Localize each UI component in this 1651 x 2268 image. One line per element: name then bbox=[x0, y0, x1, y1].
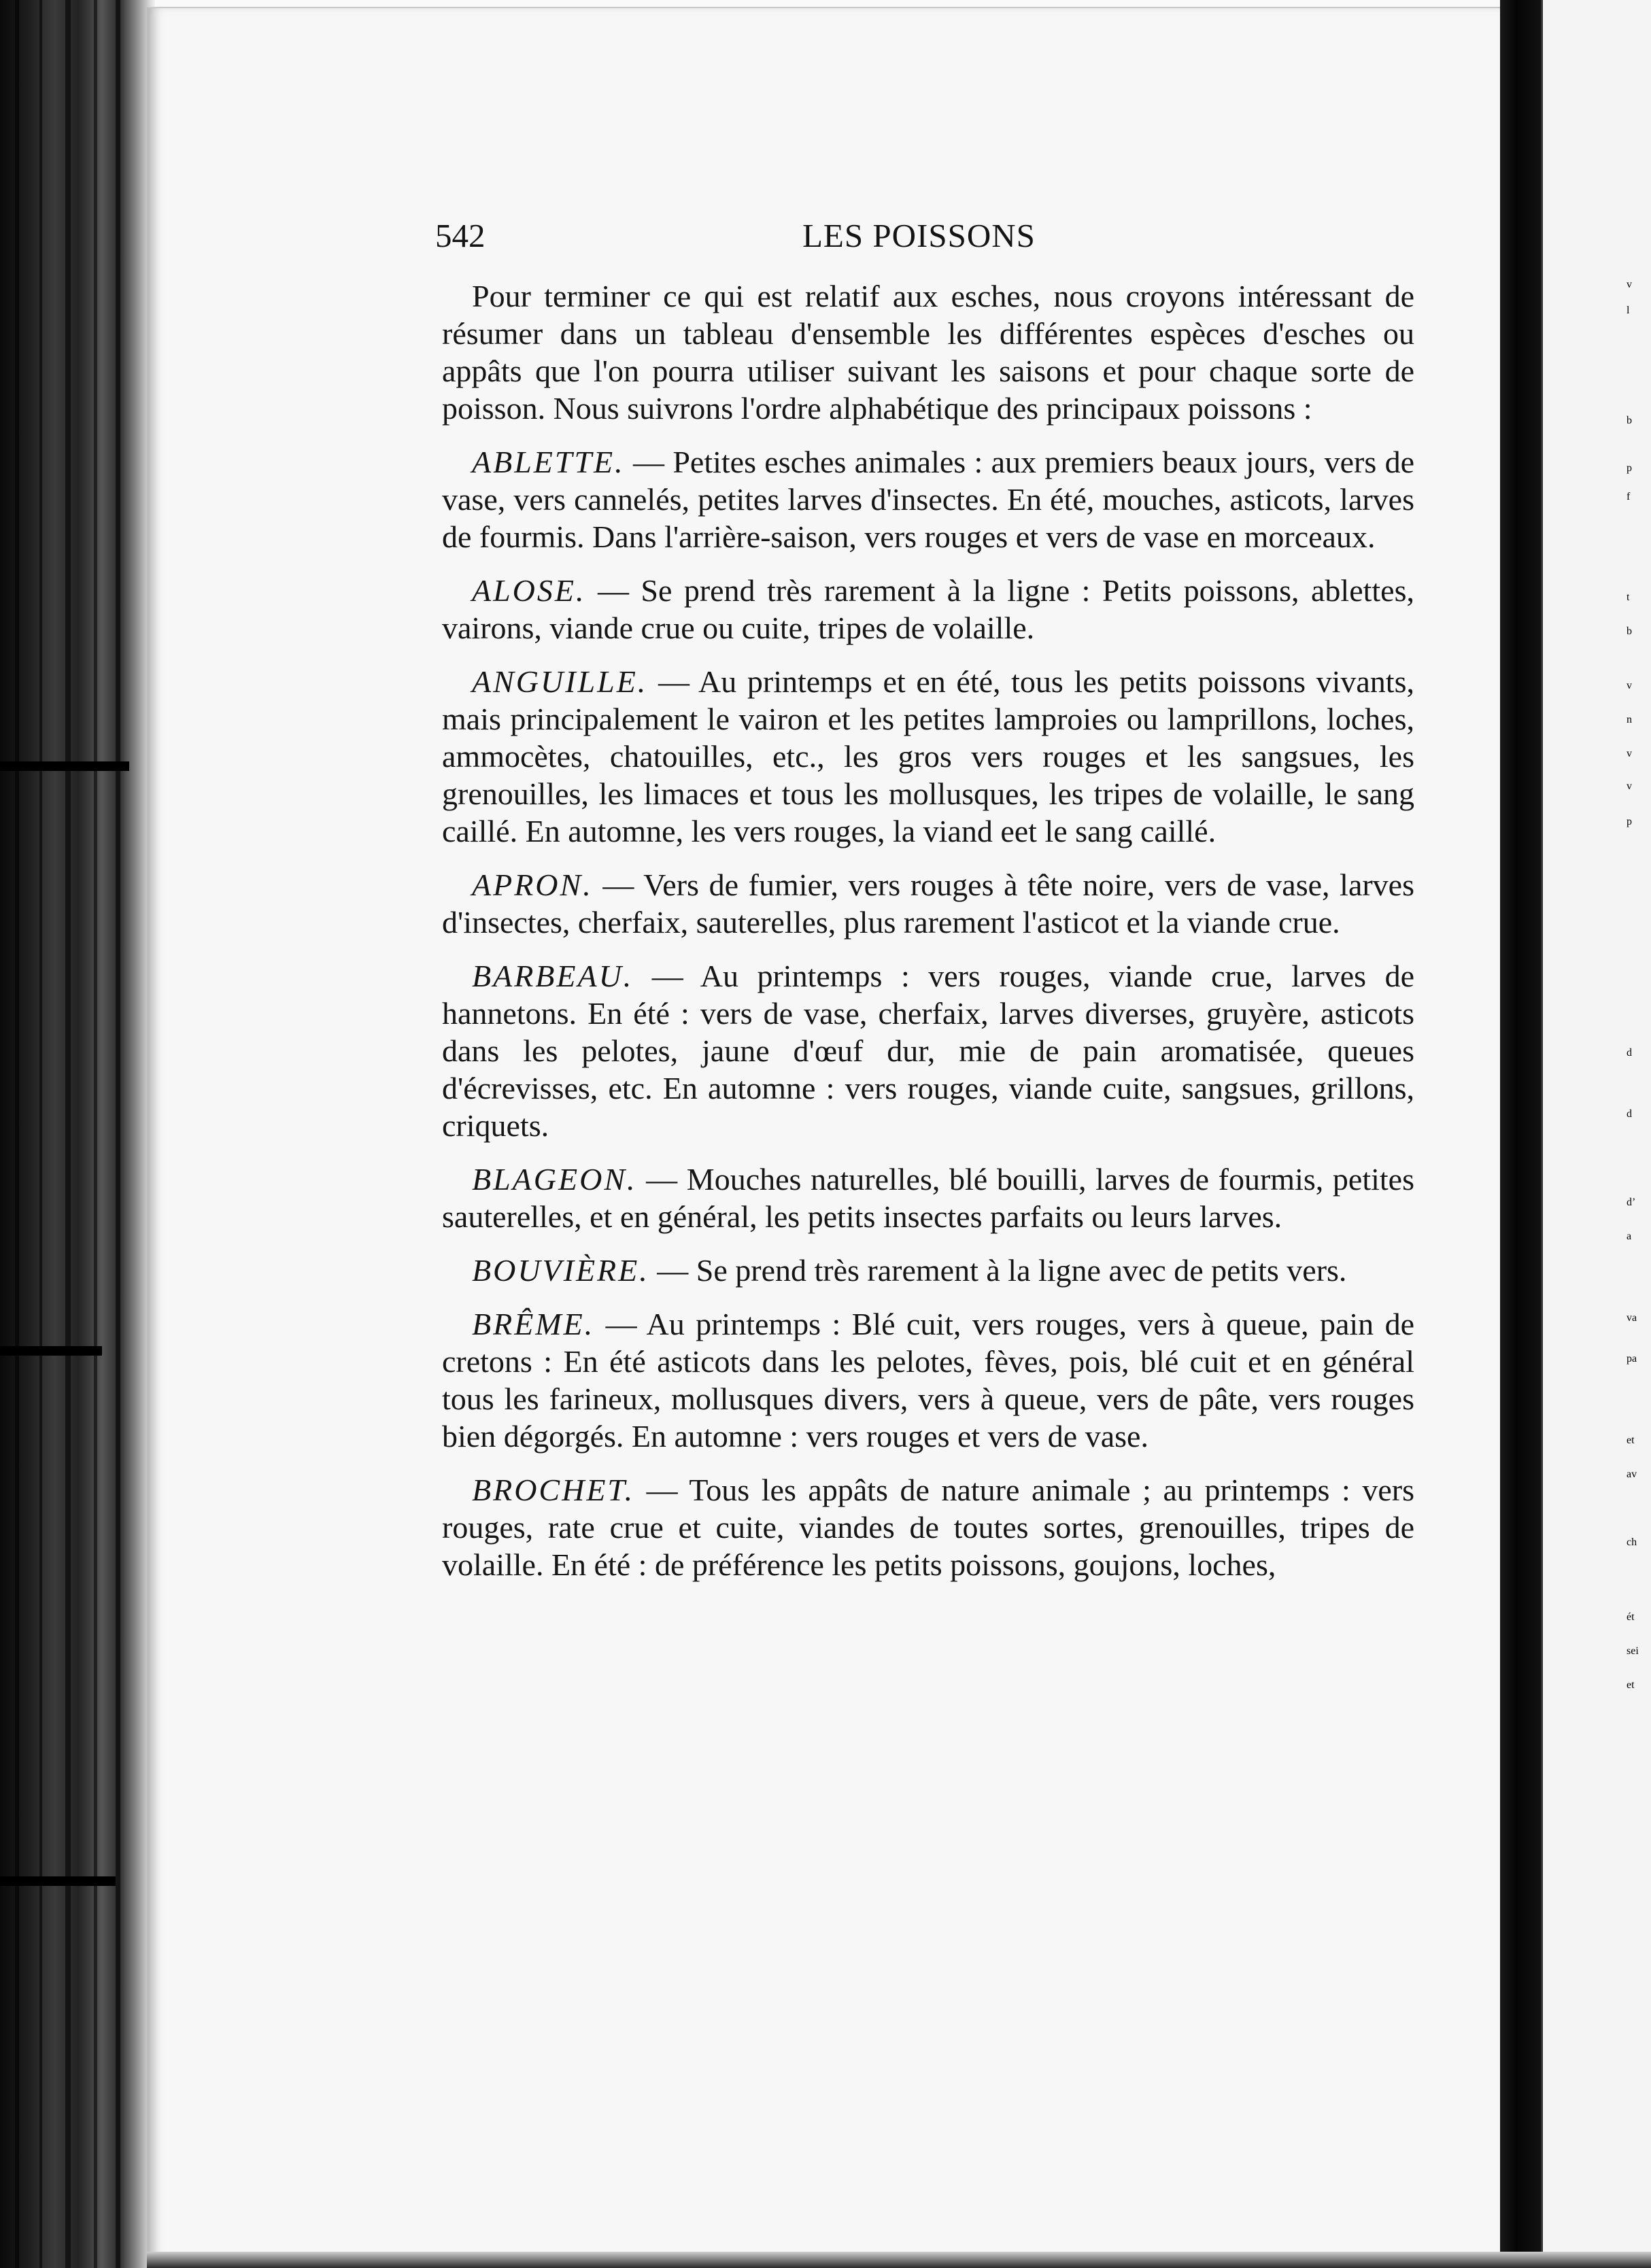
book-binding-edge bbox=[0, 0, 155, 2268]
facing-page-text-fragment: b bbox=[1627, 625, 1632, 637]
fish-bait-description: — Vers de fumier, vers rouges à tête noire, vers de vase, larves d'insectes, cherfaix, sauterelles, plus rarement l'asticot et la viande crue. bbox=[442, 867, 1414, 940]
fish-bait-description: — Au printemps : vers rouges, viande crue, larves de hannetons. En été : vers de vase, cherfaix, larves diverses, gruyère, asticots dans les pelotes, jaune d'œuf dur, mie de pain aromatisée, queues d'écrevisses, etc. En automne : vers rouges, viande cuite, sangsues, grillons, criquets. bbox=[442, 959, 1414, 1143]
fish-name: BLAGEON. bbox=[472, 1162, 637, 1197]
facing-page-text-fragment: et bbox=[1627, 1434, 1635, 1446]
fish-name: ABLETTE. bbox=[472, 445, 625, 479]
fish-entry bbox=[442, 957, 1414, 1144]
facing-page-text-fragment: p bbox=[1627, 462, 1632, 474]
fish-name: ANGUILLE. bbox=[472, 664, 648, 699]
fish-name: APRON. bbox=[472, 867, 593, 902]
facing-page-text-fragment: v bbox=[1627, 780, 1632, 792]
running-header bbox=[435, 216, 1428, 264]
running-title: LES POISSONS bbox=[802, 217, 1036, 254]
fish-bait-description: — Petites esches animales : aux premiers beaux jours, vers de vase, vers cannelés, petites larves d'insectes. En été, mouches, asticots, larves de fourmis. Dans l'arrière-saison, vers rouges et vers de vase en morceaux. bbox=[442, 445, 1414, 554]
facing-page-text-fragment: pa bbox=[1627, 1353, 1637, 1364]
facing-page-text-fragment: d bbox=[1627, 1047, 1632, 1059]
facing-page-text-fragment: n bbox=[1627, 714, 1632, 725]
facing-page-text-fragment: f bbox=[1627, 491, 1631, 502]
fish-name: ALOSE. bbox=[472, 573, 586, 608]
facing-page-text-fragment: p bbox=[1627, 816, 1632, 827]
fish-name: BROCHET. bbox=[472, 1473, 635, 1507]
facing-page-strip bbox=[1541, 0, 1651, 2268]
fish-bait-description: — Se prend très rarement à la ligne : Petits poissons, ablettes, vairons, viande crue ou cuite, tripes de volaille. bbox=[442, 573, 1414, 645]
fish-entry bbox=[442, 1252, 1414, 1289]
fish-entry bbox=[442, 1305, 1414, 1455]
facing-page-text-fragment: v bbox=[1627, 680, 1632, 691]
fish-name: BRÊME. bbox=[472, 1307, 595, 1341]
fish-entry bbox=[442, 1471, 1414, 1583]
facing-page-text-fragment: v bbox=[1627, 748, 1632, 759]
facing-page-text-fragment: t bbox=[1627, 591, 1630, 603]
fish-bait-description: — Au printemps : Blé cuit, vers rouges, vers à queue, pain de cretons : En été asticots dans les pelotes, fèves, pois, blé cuit et en général tous les farineux, mollusques divers, vers à queue, vers de pâte, vers rouges bien dégorgés. En automne : vers rouges et vers de vase. bbox=[442, 1307, 1414, 1454]
page-bottom-edge bbox=[147, 2252, 1651, 2268]
fish-entry bbox=[442, 1161, 1414, 1235]
facing-page-text-fragment: d bbox=[1627, 1108, 1632, 1120]
facing-page-text-fragment: v bbox=[1627, 279, 1632, 290]
fish-entry bbox=[442, 663, 1414, 850]
fish-entry bbox=[442, 443, 1414, 555]
fish-bait-description: — Au printemps et en été, tous les petits poissons vivants, mais principalement le vairon et les petites lamproies ou lamprillons, loches, ammocètes, chatouilles, etc., les gros vers rouges et les sangsues, les grenouilles, les limaces et tous les mollusques, les tripes de volaille, le sang caillé. En automne, les vers rouges, la viand eet le sang caillé. bbox=[442, 664, 1414, 848]
page-number: 542 bbox=[435, 217, 486, 254]
fish-bait-description: — Mouches naturelles, blé bouilli, larves de fourmis, petites sauterelles, et en général, les petits insectes parfaits ou leurs larves. bbox=[442, 1162, 1414, 1234]
facing-page-text-fragment: l bbox=[1627, 305, 1630, 316]
fish-entry bbox=[442, 572, 1414, 647]
facing-page-text-fragment: b bbox=[1627, 415, 1632, 426]
facing-page-text-fragment: av bbox=[1627, 1468, 1637, 1480]
fish-name: BARBEAU. bbox=[472, 959, 634, 993]
facing-page-text-fragment: ch bbox=[1627, 1536, 1637, 1548]
body-text bbox=[442, 277, 1414, 1600]
fish-bait-description: — Tous les appâts de nature animale ; au printemps : vers rouges, rate crue et cuite, viandes de toutes sortes, grenouilles, tripes de volaille. En été : de préférence les petits poissons, goujons, loches, bbox=[442, 1473, 1414, 1582]
intro-paragraph: Pour terminer ce qui est relatif aux esches, nous croyons intéressant de résumer dans un tableau d'ensemble les différentes espèces d'esches ou appâts que l'on pourra utiliser suivant les saisons et pour chaque sorte de poisson. Nous suivrons l'ordre alphabétique des principaux poissons : bbox=[442, 279, 1414, 426]
fish-entries bbox=[442, 443, 1414, 1583]
facing-page-text-fragment: sei bbox=[1627, 1645, 1639, 1657]
gutter-shadow bbox=[1500, 0, 1541, 2268]
fish-name: BOUVIÈRE. bbox=[472, 1253, 649, 1288]
facing-page-text-fragment: ét bbox=[1627, 1611, 1635, 1623]
facing-page-text-fragment: et bbox=[1627, 1679, 1635, 1691]
facing-page-text-fragment: d’ bbox=[1627, 1197, 1636, 1208]
facing-page-text-fragment: a bbox=[1627, 1231, 1632, 1242]
facing-page-text-fragment: va bbox=[1627, 1312, 1637, 1324]
fish-bait-description: — Se prend très rarement à la ligne avec de petits vers. bbox=[649, 1253, 1347, 1288]
fish-entry bbox=[442, 866, 1414, 941]
